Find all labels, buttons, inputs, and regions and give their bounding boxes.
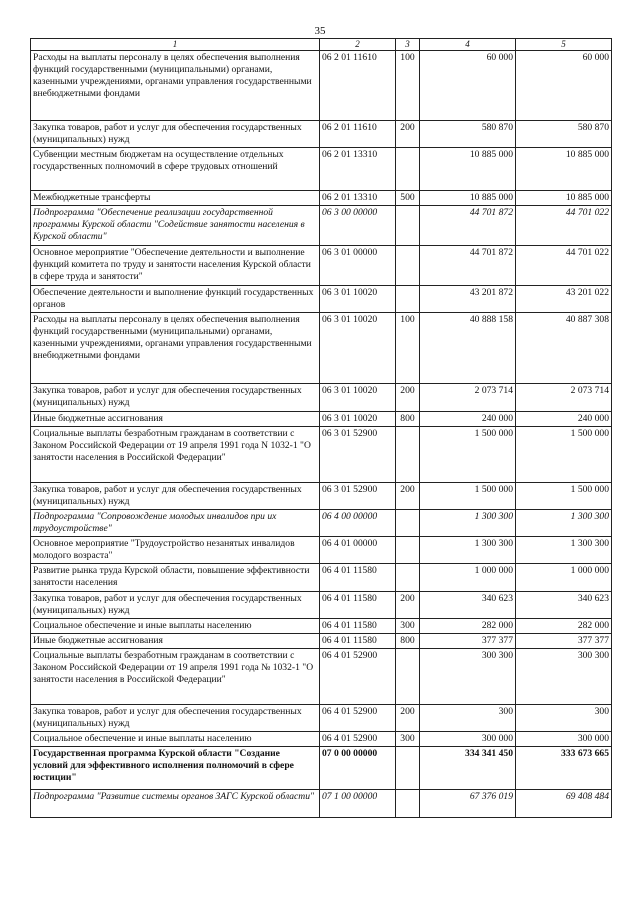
target-code-cell: 06 4 01 52900 xyxy=(320,705,396,732)
table-row xyxy=(31,313,612,384)
amount-cell-col5: 1 500 000 xyxy=(516,483,612,510)
amount-cell-col5: 40 887 308 xyxy=(516,313,612,384)
expense-type-cell: 200 xyxy=(396,483,420,510)
target-code-cell: 06 4 01 11580 xyxy=(320,634,396,649)
table-row xyxy=(31,412,612,427)
table-row xyxy=(31,286,612,313)
row-name-cell: Расходы на выплаты персоналу в целях обеспечения выполнения функций государственными (муниципальными) органами, казенными учреждениями, органами управления государственными внебюджетными фондами xyxy=(31,313,320,384)
row-name-cell: Социальное обеспечение и иные выплаты населению xyxy=(31,732,320,747)
amount-cell-col5: 10 885 000 xyxy=(516,148,612,191)
amount-cell-col5: 377 377 xyxy=(516,634,612,649)
expense-type-cell xyxy=(396,649,420,705)
target-code-cell: 06 3 01 10020 xyxy=(320,313,396,384)
row-name-cell: Межбюджетные трансферты xyxy=(31,191,320,206)
row-name-cell: Закупка товаров, работ и услуг для обеспечения государственных (муниципальных) нужд xyxy=(31,121,320,148)
amount-cell-col4: 1 000 000 xyxy=(420,564,516,592)
table-row xyxy=(31,148,612,191)
row-name-cell: Основное мероприятие "Обеспечение деятельности и выполнение функций комитета по труду и занятости населения Курской области в сфере труда и занятости" xyxy=(31,246,320,286)
target-code-cell: 06 4 01 11580 xyxy=(320,564,396,592)
amount-cell-col5: 300 300 xyxy=(516,649,612,705)
expense-type-cell xyxy=(396,246,420,286)
row-name-cell: Подпрограмма "Развитие системы органов ЗАГС Курской области" xyxy=(31,790,320,818)
row-name-cell: Закупка товаров, работ и услуг для обеспечения государственных (муниципальных) нужд xyxy=(31,483,320,510)
target-code-cell: 06 4 01 52900 xyxy=(320,732,396,747)
expense-type-cell: 800 xyxy=(396,634,420,649)
amount-cell-col5: 580 870 xyxy=(516,121,612,148)
amount-cell-col5: 69 408 484 xyxy=(516,790,612,818)
table-row xyxy=(31,51,612,121)
expense-type-cell: 300 xyxy=(396,619,420,634)
amount-cell-col4: 44 701 872 xyxy=(420,206,516,246)
table-row xyxy=(31,483,612,510)
expense-type-cell: 200 xyxy=(396,592,420,619)
table-row xyxy=(31,634,612,649)
column-number: 1 xyxy=(31,39,320,51)
amount-cell-col4: 10 885 000 xyxy=(420,148,516,191)
amount-cell-col4: 60 000 xyxy=(420,51,516,121)
amount-cell-col4: 10 885 000 xyxy=(420,191,516,206)
table-row xyxy=(31,384,612,412)
target-code-cell: 06 3 01 52900 xyxy=(320,427,396,483)
row-name-cell: Социальное обеспечение и иные выплаты населению xyxy=(31,619,320,634)
amount-cell-col4: 1 500 000 xyxy=(420,483,516,510)
table-row xyxy=(31,191,612,206)
target-code-cell: 06 4 00 00000 xyxy=(320,510,396,537)
table-row xyxy=(31,619,612,634)
target-code-cell: 06 3 01 10020 xyxy=(320,286,396,313)
target-code-cell: 06 2 01 13310 xyxy=(320,191,396,206)
row-name-cell: Иные бюджетные ассигнования xyxy=(31,634,320,649)
amount-cell-col4: 300 xyxy=(420,705,516,732)
expense-type-cell xyxy=(396,747,420,790)
expense-type-cell xyxy=(396,510,420,537)
column-number-row xyxy=(31,39,612,51)
expense-type-cell xyxy=(396,206,420,246)
expense-type-cell: 300 xyxy=(396,732,420,747)
amount-cell-col4: 282 000 xyxy=(420,619,516,634)
amount-cell-col4: 40 888 158 xyxy=(420,313,516,384)
target-code-cell: 06 3 01 52900 xyxy=(320,483,396,510)
amount-cell-col5: 1 300 300 xyxy=(516,510,612,537)
target-code-cell: 06 4 01 00000 xyxy=(320,537,396,564)
amount-cell-col4: 1 500 000 xyxy=(420,427,516,483)
target-code-cell: 07 0 00 00000 xyxy=(320,747,396,790)
table-row xyxy=(31,537,612,564)
table-row xyxy=(31,649,612,705)
target-code-cell: 06 2 01 13310 xyxy=(320,148,396,191)
amount-cell-col5: 1 300 300 xyxy=(516,537,612,564)
expense-type-cell xyxy=(396,537,420,564)
column-number: 2 xyxy=(320,39,396,51)
row-name-cell: Основное мероприятие "Трудоустройство незанятых инвалидов молодого возраста" xyxy=(31,537,320,564)
target-code-cell: 06 4 01 11580 xyxy=(320,592,396,619)
target-code-cell: 06 4 01 11580 xyxy=(320,619,396,634)
expense-type-cell: 200 xyxy=(396,384,420,412)
amount-cell-col5: 43 201 022 xyxy=(516,286,612,313)
table-row xyxy=(31,564,612,592)
amount-cell-col5: 1 500 000 xyxy=(516,427,612,483)
budget-table-body xyxy=(31,39,612,818)
amount-cell-col5: 10 885 000 xyxy=(516,191,612,206)
amount-cell-col4: 240 000 xyxy=(420,412,516,427)
row-name-cell: Закупка товаров, работ и услуг для обеспечения государственных (муниципальных) нужд xyxy=(31,705,320,732)
table-row xyxy=(31,206,612,246)
table-row xyxy=(31,790,612,818)
amount-cell-col4: 377 377 xyxy=(420,634,516,649)
table-row xyxy=(31,705,612,732)
amount-cell-col5: 60 000 xyxy=(516,51,612,121)
target-code-cell: 06 3 01 10020 xyxy=(320,412,396,427)
table-row xyxy=(31,510,612,537)
row-name-cell: Государственная программа Курской области "Создание условий для эффективного исполнения полномочий в сфере юстиции" xyxy=(31,747,320,790)
amount-cell-col5: 240 000 xyxy=(516,412,612,427)
amount-cell-col5: 282 000 xyxy=(516,619,612,634)
target-code-cell: 06 3 01 00000 xyxy=(320,246,396,286)
table-row xyxy=(31,121,612,148)
target-code-cell: 06 2 01 11610 xyxy=(320,121,396,148)
amount-cell-col4: 43 201 872 xyxy=(420,286,516,313)
budget-table xyxy=(30,38,612,818)
column-number: 5 xyxy=(516,39,612,51)
amount-cell-col4: 44 701 872 xyxy=(420,246,516,286)
expense-type-cell: 200 xyxy=(396,705,420,732)
column-number: 3 xyxy=(396,39,420,51)
expense-type-cell xyxy=(396,286,420,313)
table-row xyxy=(31,732,612,747)
target-code-cell: 06 3 00 00000 xyxy=(320,206,396,246)
expense-type-cell: 100 xyxy=(396,313,420,384)
expense-type-cell: 500 xyxy=(396,191,420,206)
row-name-cell: Обеспечение деятельности и выполнение функций государственных органов xyxy=(31,286,320,313)
expense-type-cell: 200 xyxy=(396,121,420,148)
table-row xyxy=(31,747,612,790)
expense-type-cell xyxy=(396,148,420,191)
amount-cell-col5: 300 000 xyxy=(516,732,612,747)
row-name-cell: Закупка товаров, работ и услуг для обеспечения государственных (муниципальных) нужд xyxy=(31,384,320,412)
amount-cell-col5: 44 701 022 xyxy=(516,206,612,246)
amount-cell-col4: 1 300 300 xyxy=(420,510,516,537)
expense-type-cell: 100 xyxy=(396,51,420,121)
expense-type-cell xyxy=(396,564,420,592)
amount-cell-col4: 334 341 450 xyxy=(420,747,516,790)
amount-cell-col4: 300 300 xyxy=(420,649,516,705)
expense-type-cell: 800 xyxy=(396,412,420,427)
row-name-cell: Подпрограмма "Обеспечение реализации государственной программы Курской области "Содействие занятости населения в Курской области" xyxy=(31,206,320,246)
table-row xyxy=(31,592,612,619)
row-name-cell: Закупка товаров, работ и услуг для обеспечения государственных (муниципальных) нужд xyxy=(31,592,320,619)
amount-cell-col4: 2 073 714 xyxy=(420,384,516,412)
amount-cell-col5: 44 701 022 xyxy=(516,246,612,286)
amount-cell-col4: 1 300 300 xyxy=(420,537,516,564)
row-name-cell: Социальные выплаты безработным гражданам в соответствии с Законом Российской Федерации от 19 апреля 1991 года № 1032-1 "О занятости населения в Российской Федерации" xyxy=(31,649,320,705)
target-code-cell: 07 1 00 00000 xyxy=(320,790,396,818)
row-name-cell: Социальные выплаты безработным гражданам в соответствии с Законом Российской Федерации от 19 апреля 1991 года N 1032-1 "О занятости населения в Российской Федерации" xyxy=(31,427,320,483)
row-name-cell: Иные бюджетные ассигнования xyxy=(31,412,320,427)
table-row xyxy=(31,427,612,483)
target-code-cell: 06 2 01 11610 xyxy=(320,51,396,121)
row-name-cell: Субвенции местным бюджетам на осуществление отдельных государственных полномочий в сфере трудовых отношений xyxy=(31,148,320,191)
amount-cell-col5: 1 000 000 xyxy=(516,564,612,592)
row-name-cell: Расходы на выплаты персоналу в целях обеспечения выполнения функций государственными (муниципальными) органами, казенными учреждениями, органами управления государственными внебюджетными фондами xyxy=(31,51,320,121)
amount-cell-col4: 340 623 xyxy=(420,592,516,619)
amount-cell-col4: 67 376 019 xyxy=(420,790,516,818)
amount-cell-col4: 580 870 xyxy=(420,121,516,148)
amount-cell-col5: 340 623 xyxy=(516,592,612,619)
target-code-cell: 06 3 01 10020 xyxy=(320,384,396,412)
target-code-cell: 06 4 01 52900 xyxy=(320,649,396,705)
expense-type-cell xyxy=(396,790,420,818)
expense-type-cell xyxy=(396,427,420,483)
page-number: 35 xyxy=(314,25,326,37)
amount-cell-col5: 300 xyxy=(516,705,612,732)
amount-cell-col5: 2 073 714 xyxy=(516,384,612,412)
row-name-cell: Развитие рынка труда Курской области, повышение эффективности занятости населения xyxy=(31,564,320,592)
table-row xyxy=(31,246,612,286)
amount-cell-col5: 333 673 665 xyxy=(516,747,612,790)
amount-cell-col4: 300 000 xyxy=(420,732,516,747)
row-name-cell: Подпрограмма "Сопровождение молодых инвалидов при их трудоустройстве" xyxy=(31,510,320,537)
column-number: 4 xyxy=(420,39,516,51)
